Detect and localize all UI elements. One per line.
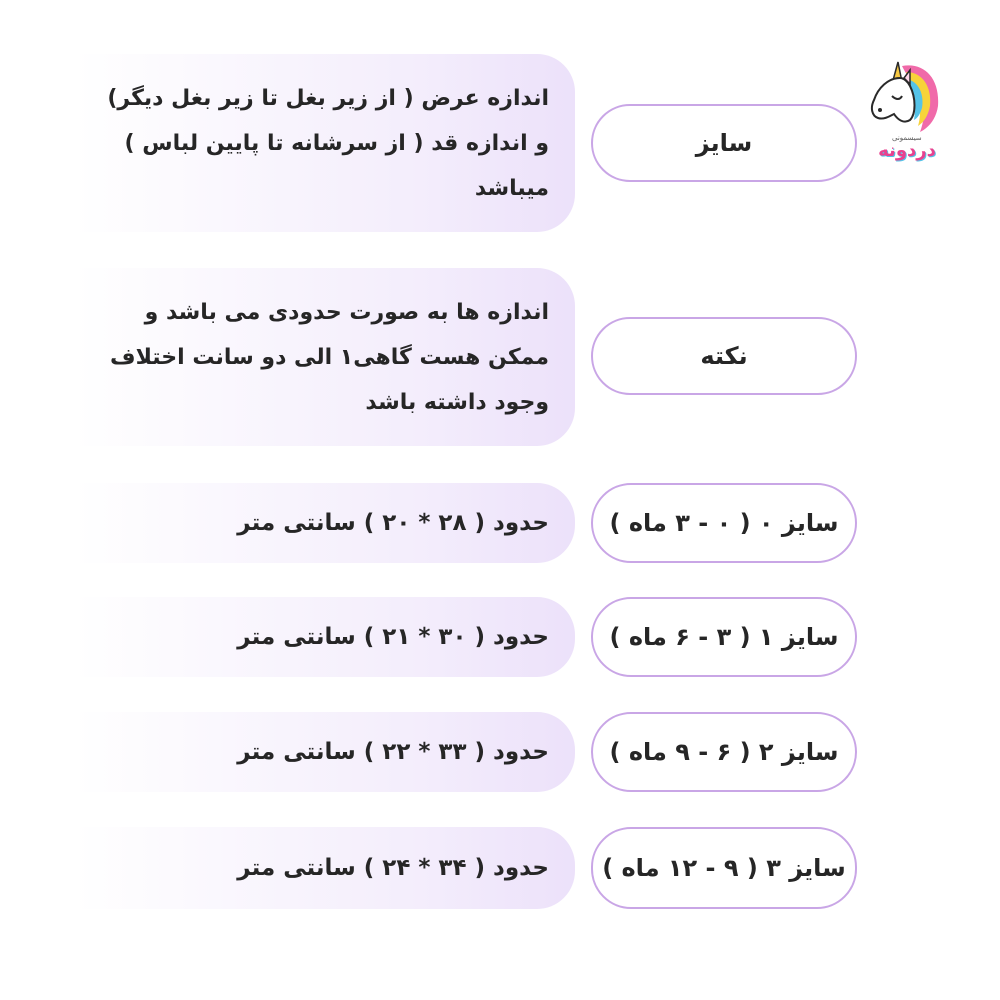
description-line: وجود داشته باشد <box>365 389 549 415</box>
row-label: سایز ۳ ( ۹ - ۱۲ ماه ) <box>591 827 857 909</box>
table-row <box>0 597 1000 677</box>
row-label: نکته <box>591 317 857 395</box>
description-line: حدود ( ۳۰ * ۲۱ ) سانتی متر <box>237 623 549 650</box>
row-description <box>75 268 575 446</box>
description-line: حدود ( ۳۴ * ۲۴ ) سانتی متر <box>237 854 549 881</box>
table-row <box>0 827 1000 909</box>
description-line: اندازه ها به صورت حدودی می باشد و <box>144 299 549 325</box>
row-label: سایز ۰ ( ۰ - ۳ ماه ) <box>591 483 857 563</box>
description-line: ممکن هست گاهی۱ الی دو سانت اختلاف <box>110 344 549 370</box>
description-line: اندازه عرض ( از زیر بغل تا زیر بغل دیگر) <box>107 85 549 111</box>
row-description <box>75 712 575 792</box>
row-description <box>75 483 575 563</box>
table-row <box>0 54 1000 232</box>
row-label: سایز <box>591 104 857 182</box>
row-description <box>75 54 575 232</box>
description-line: حدود ( ۲۸ * ۲۰ ) سانتی متر <box>237 509 549 536</box>
row-label: سایز ۱ ( ۳ - ۶ ماه ) <box>591 597 857 677</box>
brand-name: دردونه <box>878 140 936 161</box>
table-row <box>0 483 1000 563</box>
row-description <box>75 827 575 909</box>
description-line: و اندازه قد ( از سرشانه تا پایین لباس ) <box>124 130 549 156</box>
description-line: حدود ( ۳۳ * ۲۲ ) سانتی متر <box>237 738 549 765</box>
table-row <box>0 712 1000 792</box>
table-row <box>0 268 1000 446</box>
description-line: میباشد <box>474 175 549 201</box>
row-description <box>75 597 575 677</box>
brand-tagline: سیسمونی <box>892 134 922 142</box>
row-label: سایز ۲ ( ۶ - ۹ ماه ) <box>591 712 857 792</box>
